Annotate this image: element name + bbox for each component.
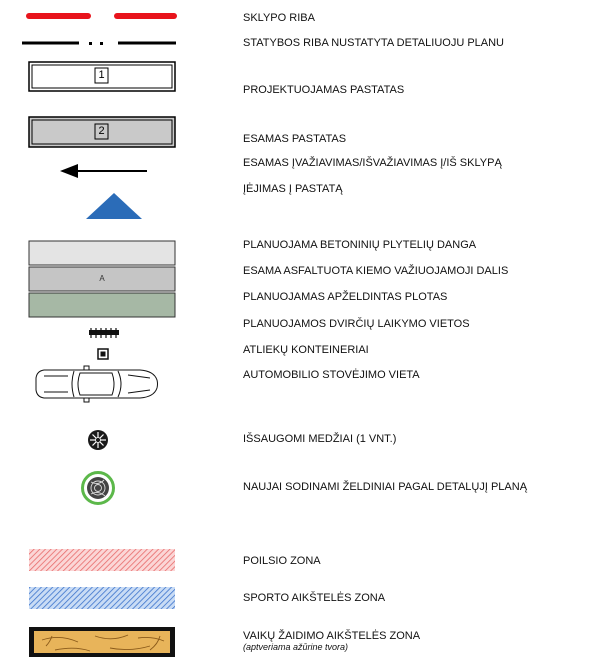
sport-zone-swatch [29,587,175,609]
legend-label-rest-zone: POILSIO ZONA [243,555,321,567]
legend-label-building-boundary: STATYBOS RIBA NUSTATYTA DETALIUOJU PLANU [243,37,504,49]
preserved-tree-icon [88,430,108,450]
bicycle-rack-icon [89,328,119,338]
building-boundary-symbol [22,42,176,45]
legend-label-green-area: PLANUOJAMAS APŽELDINTAS PLOTAS [243,291,448,303]
legend-label-projected-building: PROJEKTUOJAMAS PASTATAS [243,84,405,96]
rest-zone-swatch [29,549,175,571]
legend-label-existing-building: ESAMAS PASTATAS [243,133,347,145]
legend-label-plot-boundary: SKLYPO RIBA [243,12,315,24]
legend-label-new-planting: NAUJAI SODINAMI ŽELDINIAI PAGAL DETALŲJĮ PLANĄ [243,481,528,493]
legend-label-building-entrance: ĮĖJIMAS Į PASTATĄ [243,183,343,195]
asphalt-badge: A [99,274,105,283]
legend-note-playground-fence: (aptveriama ažūrine tvora) [243,642,349,652]
entrance-triangle-icon [86,193,142,219]
playground-zone-swatch [29,627,175,657]
legend-label-entry-exit: ESAMAS ĮVAŽIAVIMAS/IŠVAŽIAVIMAS Į/IŠ SKLYPĄ [243,157,502,169]
legend-label-playground-zone: VAIKŲ ŽAIDIMO AIKŠTELĖS ZONA [243,630,421,642]
legend-label-bicycle-racks: PLANUOJAMOS DVIRČIŲ LAIKYMO VIETOS [243,318,470,330]
building-badge-2: 2 [98,125,105,137]
concrete-tiles-swatch [29,241,175,265]
legend-label-parking: AUTOMOBILIO STOVĖJIMO VIETA [243,369,420,381]
new-planting-icon [83,473,114,504]
green-area-swatch [29,293,175,317]
legend-label-waste-containers: ATLIEKŲ KONTEINERIAI [243,344,369,356]
left-arrow-icon [60,164,147,178]
building-badge-1: 1 [98,69,105,81]
waste-container-icon [98,349,108,359]
legend-label-preserved-trees: IŠSAUGOMI MEDŽIAI (1 VNT.) [243,433,397,445]
car-icon [36,366,158,402]
legend-label-concrete-tiles: PLANUOJAMA BETONINIŲ PLYTELIŲ DANGA [243,239,477,251]
legend-label-asphalt: ESAMA ASFALTUOTA KIEMO VAŽIUOJAMOJI DALIS [243,265,509,277]
legend-label-sport-zone: SPORTO AIKŠTELĖS ZONA [243,592,386,604]
